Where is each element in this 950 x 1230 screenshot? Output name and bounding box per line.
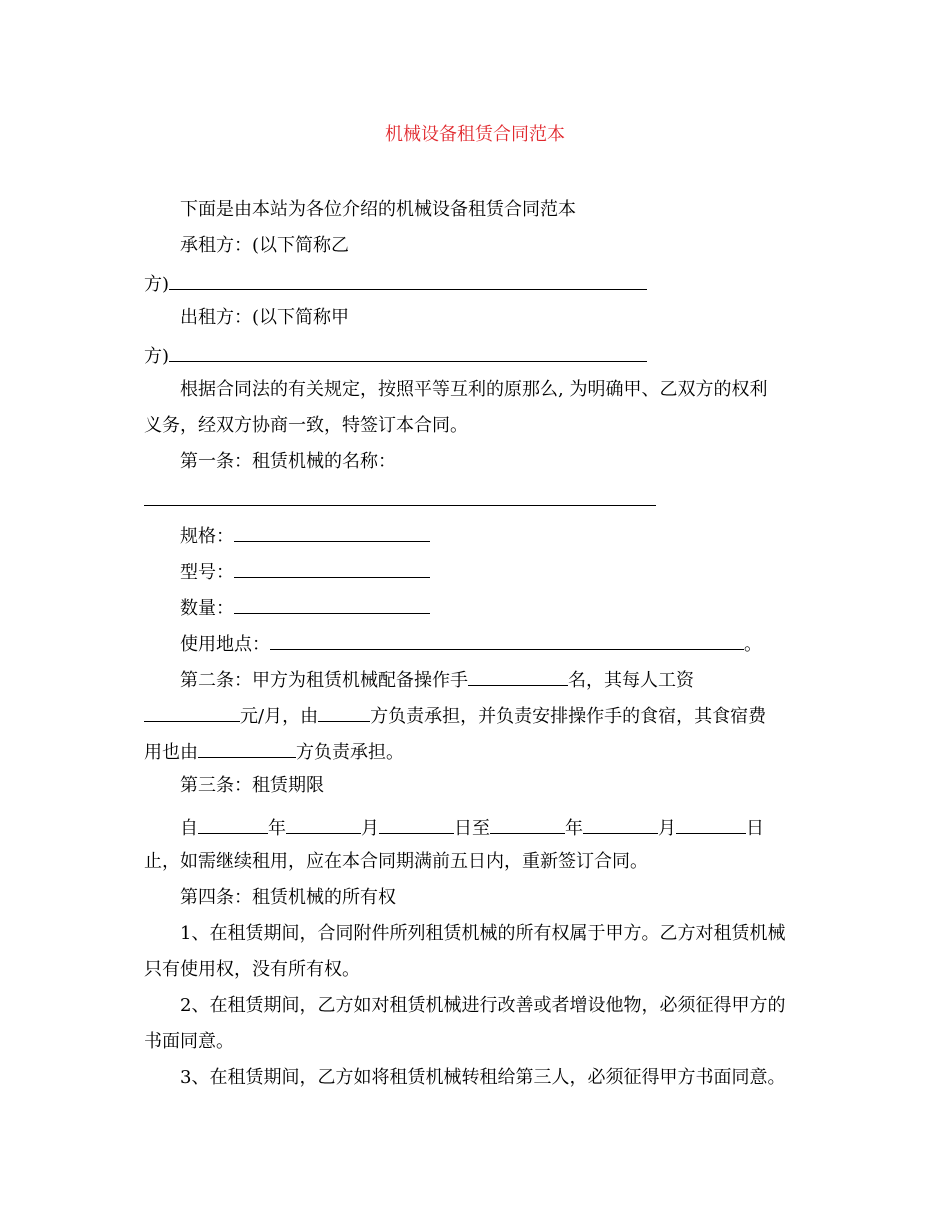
document-title: 机械设备租赁合同范本 bbox=[385, 124, 565, 145]
article-1-title: 第一条：租赁机械的名称： bbox=[180, 451, 396, 472]
operator-count-blank[interactable] bbox=[468, 667, 568, 686]
article-2-part-b: 名，其每人工资 bbox=[568, 670, 694, 691]
lessee-line bbox=[144, 271, 647, 296]
lessor-label: 出租方：(以下简称甲 bbox=[180, 307, 350, 328]
date-year-label: 年 bbox=[268, 818, 286, 839]
article-2-part-e: 用也由 bbox=[144, 742, 198, 763]
item-3-line: 3、在租赁期间，乙方如将租赁机械转租给第三人，必须征得甲方书面同意。 bbox=[180, 1067, 786, 1088]
lessee-label: 承租方：(以下简称乙 bbox=[180, 235, 350, 256]
article-2-line-1 bbox=[180, 667, 694, 692]
lessee-cont: 方) bbox=[144, 274, 170, 295]
wage-blank[interactable] bbox=[144, 703, 240, 722]
item-2-line-1: 2、在租赁期间，乙方如对租赁机械进行改善或者增设他物，必须征得甲方的 bbox=[180, 995, 786, 1016]
quantity-label: 数量： bbox=[180, 598, 234, 619]
start-year-blank[interactable] bbox=[198, 815, 268, 834]
item-2-line-2: 书面同意。 bbox=[144, 1031, 234, 1052]
location-end: 。 bbox=[744, 634, 762, 655]
lease-term-line bbox=[180, 815, 764, 840]
machine-name-line bbox=[144, 487, 656, 512]
article-3-title: 第三条：租赁期限 bbox=[180, 775, 324, 796]
article-2-part-f: 方负责承担。 bbox=[296, 742, 404, 763]
article-3-body: 止，如需继续租用，应在本合同期满前五日内，重新签订合同。 bbox=[144, 851, 648, 872]
article-2-part-c: 元/月，由 bbox=[240, 706, 319, 727]
start-day-blank[interactable] bbox=[379, 815, 454, 834]
item-1-line-1: 1、在租赁期间，合同附件所列租赁机械的所有权属于甲方。乙方对租赁机械 bbox=[180, 923, 786, 944]
lessor-line bbox=[144, 343, 647, 368]
quantity-blank[interactable] bbox=[234, 595, 430, 614]
date-day2-label: 日 bbox=[746, 818, 764, 839]
article-2-line-3 bbox=[144, 739, 404, 764]
item-1-line-2: 只有使用权，没有所有权。 bbox=[144, 959, 360, 980]
article-2-part-d: 方负责承担，并负责安排操作手的食宿，其食宿费 bbox=[370, 706, 767, 727]
quantity-line bbox=[180, 595, 430, 620]
machine-name-blank[interactable] bbox=[144, 487, 656, 506]
intro-text: 下面是由本站为各位介绍的机械设备租赁合同范本 bbox=[180, 199, 576, 220]
location-label: 使用地点： bbox=[180, 634, 270, 655]
model-line bbox=[180, 559, 430, 584]
article-4-title: 第四条：租赁机械的所有权 bbox=[180, 887, 396, 908]
lessee-blank[interactable] bbox=[169, 271, 647, 290]
model-blank[interactable] bbox=[234, 559, 430, 578]
preamble-line-2: 义务，经双方协商一致，特签订本合同。 bbox=[144, 415, 468, 436]
date-month-label: 月 bbox=[361, 818, 379, 839]
date-from-label: 自 bbox=[180, 818, 198, 839]
date-day-to-label: 日至 bbox=[454, 818, 490, 839]
spec-line bbox=[180, 523, 430, 548]
location-blank[interactable] bbox=[270, 631, 744, 650]
article-2-part-a: 第二条：甲方为租赁机械配备操作手 bbox=[180, 670, 468, 691]
date-year2-label: 年 bbox=[565, 818, 583, 839]
location-line bbox=[180, 631, 762, 656]
start-month-blank[interactable] bbox=[286, 815, 361, 834]
article-2-line-2 bbox=[144, 703, 766, 728]
date-month2-label: 月 bbox=[658, 818, 676, 839]
lessor-blank[interactable] bbox=[169, 343, 647, 362]
end-day-blank[interactable] bbox=[676, 815, 746, 834]
model-label: 型号： bbox=[180, 562, 234, 583]
wage-payer-blank[interactable] bbox=[318, 703, 370, 722]
board-payer-blank[interactable] bbox=[198, 739, 296, 758]
end-month-blank[interactable] bbox=[583, 815, 658, 834]
end-year-blank[interactable] bbox=[490, 815, 565, 834]
spec-label: 规格： bbox=[180, 526, 234, 547]
preamble-line-1: 根据合同法的有关规定，按照平等互利的原那么, 为明确甲、乙双方的权利 bbox=[180, 379, 768, 400]
spec-blank[interactable] bbox=[234, 523, 430, 542]
lessor-cont: 方) bbox=[144, 346, 170, 367]
